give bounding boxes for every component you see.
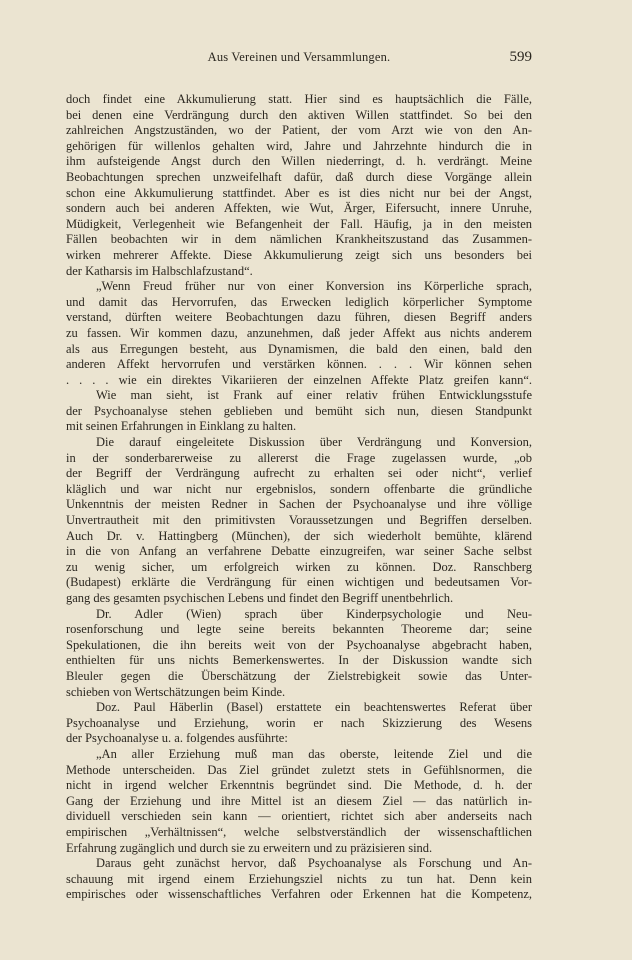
text-line: verstand, dürften weitere Beobachtungen dazu führen, diesen Begriff anders	[66, 310, 532, 325]
text-line: schon eine Akkumulierung stattfindet. Aber es ist dies nicht nur bei der Angst,	[66, 185, 532, 200]
text-line: schauung mit irgend einem Erziehungsziel nichts zu tun hat. Denn kein	[66, 871, 532, 886]
text-line: Methode unterscheiden. Das Ziel gründet zuletzt stets in Gefühlsnormen, die	[66, 762, 532, 777]
text-line: bei denen eine Verdrängung durch den aktiven Willen stattfindet. So bei den	[66, 107, 532, 122]
text-line: kläglich und war nicht nur ergebnislos, sondern offenbarte die gründliche	[66, 481, 532, 496]
text-line: Die darauf eingeleitete Diskussion über Verdrängung und Konversion,	[96, 435, 532, 450]
text-line: doch findet eine Akkumulierung statt. Hier sind es hauptsächlich die Fälle,	[66, 92, 532, 106]
text-line: Psychoanalyse und Erziehung, worin er nach Skizzierung des Wesens	[66, 715, 532, 730]
text-line: Wie man sieht, ist Frank auf einer relativ frühen Entwicklungsstufe	[96, 388, 532, 403]
text-line: in die von Anfang an verfahrene Debatte einzugreifen, war seiner Sache selbst	[66, 544, 532, 559]
running-header	[66, 50, 532, 70]
text-line: schieben von Wertschätzungen beim Kinde.	[66, 684, 286, 699]
text-line: Doz. Paul Häberlin (Basel) erstattete ein beachtenswertes Referat über	[96, 700, 532, 715]
text-line: Spekulationen, die ihn bereits weit von der Psychoanalyse abgebracht haben,	[66, 637, 532, 652]
text-line: der Begriff der Verdrängung aufrecht zu erhalten sei oder nicht“, verlief	[66, 466, 532, 481]
text-line: gehörigen für willenlos gehalten wird, Jahre und Jahrzehnte hindurch die in	[66, 138, 532, 153]
text-line: (Budapest) erklärte die Verdrängung für einen wichtigen und bedeutsamen Vor-	[66, 575, 532, 590]
text-line: Dr. Adler (Wien) sprach über Kinderpsychologie und Neu-	[96, 606, 532, 621]
text-line: „Wenn Freud früher nur von einer Konversion ins Körperliche sprach,	[96, 279, 532, 294]
text-line: Gang der Erziehung und ihre Mittel ist an diesem Ziel — das natürlich in-	[66, 793, 532, 808]
text-line: mit seinen Erfahrungen in Einklang zu halten.	[66, 419, 297, 434]
text-line: als aus Erregungen besteht, aus Dynamismen, die bald den einen, bald den	[66, 341, 532, 356]
text-line: gang des gesamten psychischen Lebens und findet den Begriff unentbehrlich.	[66, 591, 454, 605]
text-line: . . . . wie ein direktes Vikariieren der einzelnen Affekte Platz greifen kann“.	[66, 372, 532, 387]
text-line: Unkenntnis der meisten Redner in Sachen der Psychoanalyse und ihre völlige	[66, 497, 532, 512]
text-line: Daraus geht zunächst hervor, daß Psychoanalyse als Forschung und An-	[96, 856, 532, 871]
running-title: Aus Vereinen und Versammlungen.	[207, 50, 391, 64]
page-number: 599	[509, 49, 532, 65]
body-text	[66, 92, 532, 903]
text-line: dividuell verschieden sein kann — orientiert, richtet sich aber anderseits nach	[66, 809, 532, 824]
text-line: wirken mehrerer Affekte. Diese Akkumulierung zeigt sich uns besonders bei	[66, 247, 532, 262]
text-line: der Katharsis im Halbschlafzustand“.	[66, 263, 253, 278]
text-line: „An aller Erziehung muß man das oberste, leitende Ziel und die	[96, 746, 532, 761]
text-line: Fällen beobachten wir in dem nämlichen Krankheitszustand das Zusammen-	[66, 232, 532, 247]
text-line: Müdigkeit, Verlegenheit wie Befangenheit der Fall. Häufig, ja in den meisten	[66, 216, 532, 231]
text-line: und damit das Hervorrufen, das Erwecken lediglich körperlicher Symptome	[66, 294, 532, 309]
text-line: nicht in irgend welcher Erkenntnis begründet sind. Die Methode, d. h. der	[66, 778, 532, 793]
text-line: zu fassen. Wir kommen dazu, anzunehmen, daß jeder Affekt aus nichts anderem	[66, 325, 532, 340]
text-line: ihm aufsteigende Angst durch den Willen niederringt, d. h. verdrängt. Meine	[66, 154, 532, 169]
text-line: anderen Affekt hervorrufen und verstärken können. . . . Wir können sehen	[66, 357, 532, 372]
text-line: Beobachtungen sprechen unzweifelhaft dafür, daß durch diese Vorgänge allein	[66, 169, 532, 184]
text-line: empirischen „Verhältnissen“, welche selbstverständlich der wissenschaftlichen	[66, 824, 532, 839]
text-line: zahlreichen Angstzuständen, wo der Patient, der vom Arzt wie von den An-	[66, 123, 532, 138]
text-line: zu wenig sicher, um erfolgreich wirken zu können. Doz. Ranschberg	[66, 559, 532, 574]
text-line: Auch Dr. v. Hattingberg (München), der sich wiederholt bemühte, klärend	[66, 528, 532, 543]
text-line: der Psychoanalyse stehen geblieben und bemüht sich nun, diesen Standpunkt	[66, 403, 532, 418]
text-line: Erfahrung zugänglich und durch sie zu erweitern und zu präzisieren sind.	[66, 840, 433, 855]
text-line: der Psychoanalyse u. a. folgendes ausführte:	[66, 731, 288, 746]
text-line: rosenforschung und legte seine bereits bekannten Theoreme dar; seine	[66, 622, 532, 637]
text-line: empirisches oder wissenschaftliches Verfahren oder Erkennen hat die Kompetenz,	[66, 887, 532, 902]
text-line: Unvertrautheit mit den primitivsten Voraussetzungen und Begriffen derselben.	[66, 513, 532, 528]
text-line: sondern auch bei anderen Affekten, wie Wut, Ärger, Eifersucht, innere Unruhe,	[66, 201, 532, 216]
text-line: Bleuler gegen die Überschätzung der Zielstrebigkeit sowie das Unter-	[66, 668, 532, 683]
text-line: in der sonderbarerweise zu allererst die Frage zugelassen wurde, „ob	[66, 450, 532, 465]
text-line: enthielten für uns nichts Bemerkenswertes. In der Diskussion wandte sich	[66, 653, 532, 668]
